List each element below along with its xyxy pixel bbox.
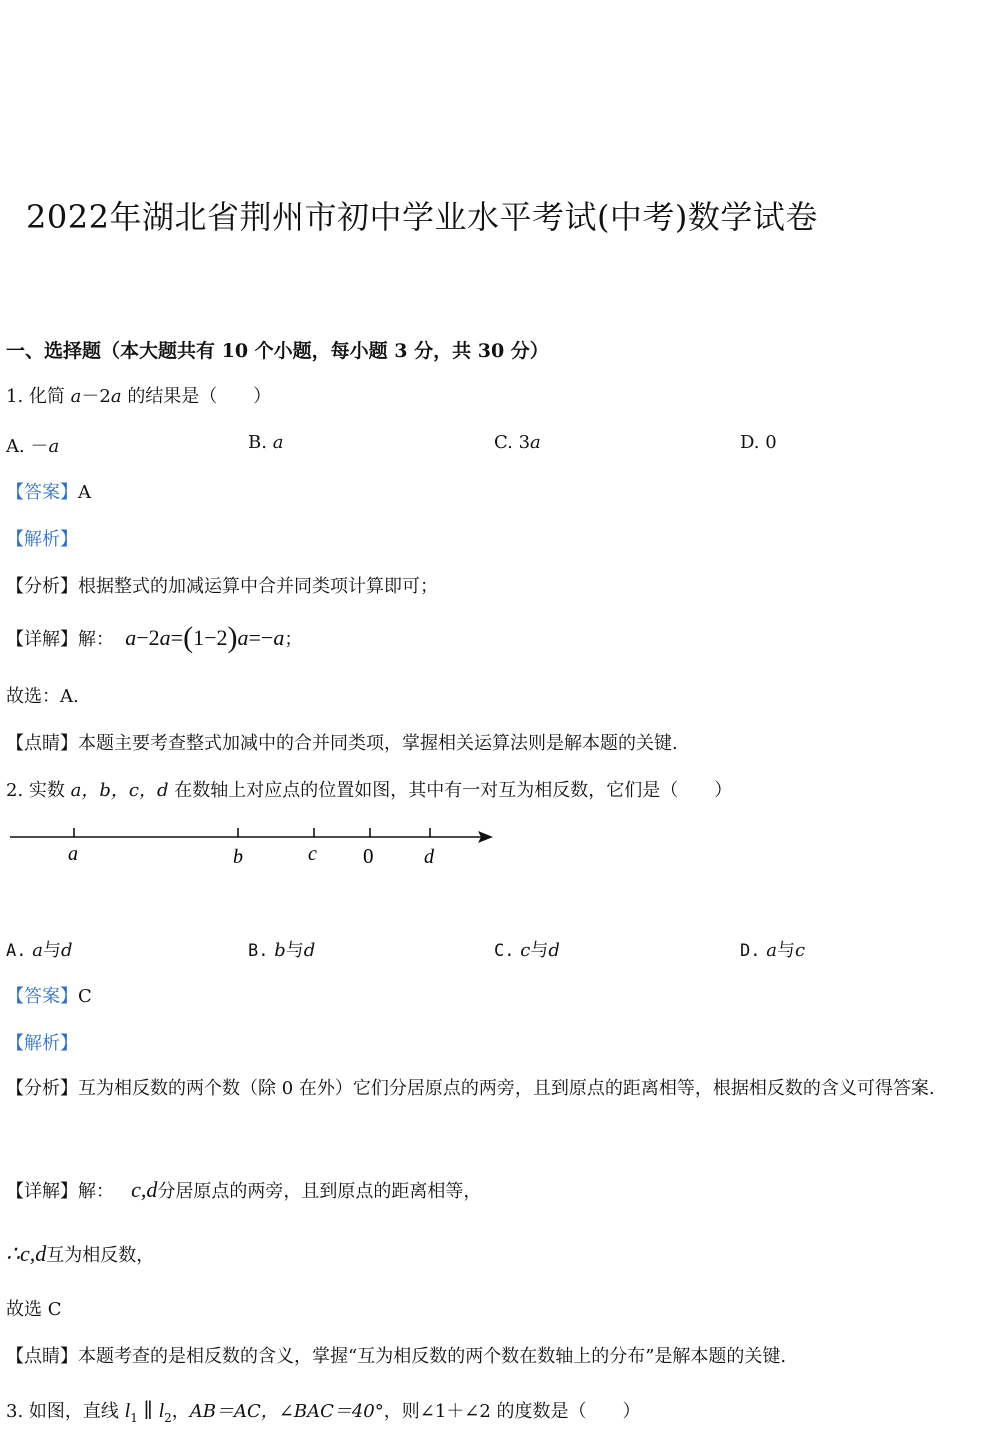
q1-stem-text: 的结果是（ ）	[127, 386, 272, 407]
q1-stem-text: 化简	[28, 386, 65, 407]
q1-option-a: A. －a	[6, 436, 60, 457]
q2-fenxi: 【分析】互为相反数的两个数（除 0 在外）它们分居原点的两旁，且到原点的距离相等，根据相反数的含义可得答案.	[6, 1078, 935, 1099]
label-d: d	[424, 846, 434, 868]
q2-option-c: C. c与d	[494, 940, 560, 961]
label-c: c	[308, 843, 317, 865]
q1-answer	[6, 479, 91, 507]
q2-option-d: D. a与c	[740, 940, 806, 961]
answer-value: A	[78, 482, 91, 503]
label-0: 0	[363, 844, 374, 868]
label-a: a	[68, 843, 78, 865]
q1-solution-math: a−2a=(1−2)a=−a	[119, 621, 285, 654]
q2-stem: 2. 实数 a，b，c，d 在数轴上对应点的位置如图，其中有一对互为相反数，它们是（ ）	[6, 780, 733, 801]
answer-tag: 【答案】	[6, 986, 78, 1007]
q1-stem	[6, 383, 271, 411]
q1-var: a	[110, 386, 122, 407]
q1-fenxi: 【分析】根据整式的加减运算中合并同类项计算即可；	[6, 576, 438, 597]
label-b: b	[233, 846, 243, 868]
q2-therefore: ∴c,d互为相反数，	[6, 1241, 155, 1266]
q2-dianjing: 【点睛】本题考查的是相反数的含义，掌握“互为相反数的两个数在数轴上的分布”是解本题的关键.	[6, 1346, 787, 1367]
q2-vars: a，b，c，d	[70, 780, 169, 801]
q1-option-c: C. 3a	[494, 432, 541, 453]
q1-number: 1.	[6, 386, 24, 407]
q2-analysis-tag: 【解析】	[6, 1033, 78, 1054]
q2-math-cd: c,d	[131, 1177, 158, 1202]
answer-tag: 【答案】	[6, 482, 78, 503]
q1-dianjing: 【点睛】本题主要考查整式加减中的合并同类项，掌握相关运算法则是解本题的关键.	[6, 733, 678, 754]
q2-conclusion: 故选 C	[6, 1299, 62, 1320]
q2-xiangjie: 【详解】解： c,d分居原点的两旁，且到原点的距离相等，	[6, 1177, 482, 1202]
q1-option-b: B. a	[248, 432, 284, 453]
answer-value: C	[78, 986, 92, 1007]
q3-condition: AB＝AC，∠BAC＝40°	[189, 1401, 384, 1422]
page-title: 2022年湖北省荆州市初中学业水平考试(中考)数学试卷	[26, 198, 818, 236]
q2-answer	[6, 983, 92, 1011]
q1-minus: －2	[81, 386, 111, 407]
section-heading: 一、选择题（本大题共有 10 个小题，每小题 3 分，共 30 分）	[6, 340, 549, 362]
q1-option-d: D. 0	[740, 432, 777, 453]
q1-var: a	[70, 386, 82, 407]
q1-analysis-tag: 【解析】	[6, 529, 78, 550]
number-line	[0, 815, 520, 875]
q1-xiangjie: 【详解】解： a−2a=(1−2)a=−a；	[6, 621, 303, 654]
q2-option-a: A. a与d	[6, 940, 73, 961]
q2-option-b: B. b与d	[248, 940, 316, 961]
q1-conclusion: 故选：A.	[6, 686, 79, 707]
q3-stem: 3. 如图，直线 $l_1$ ∥ $l_2$，AB＝AC，∠BAC＝40°，则∠1＋∠2 的度数是（ ）	[6, 1400, 641, 1425]
q2-therefore-math: ∴c,d	[6, 1241, 47, 1266]
